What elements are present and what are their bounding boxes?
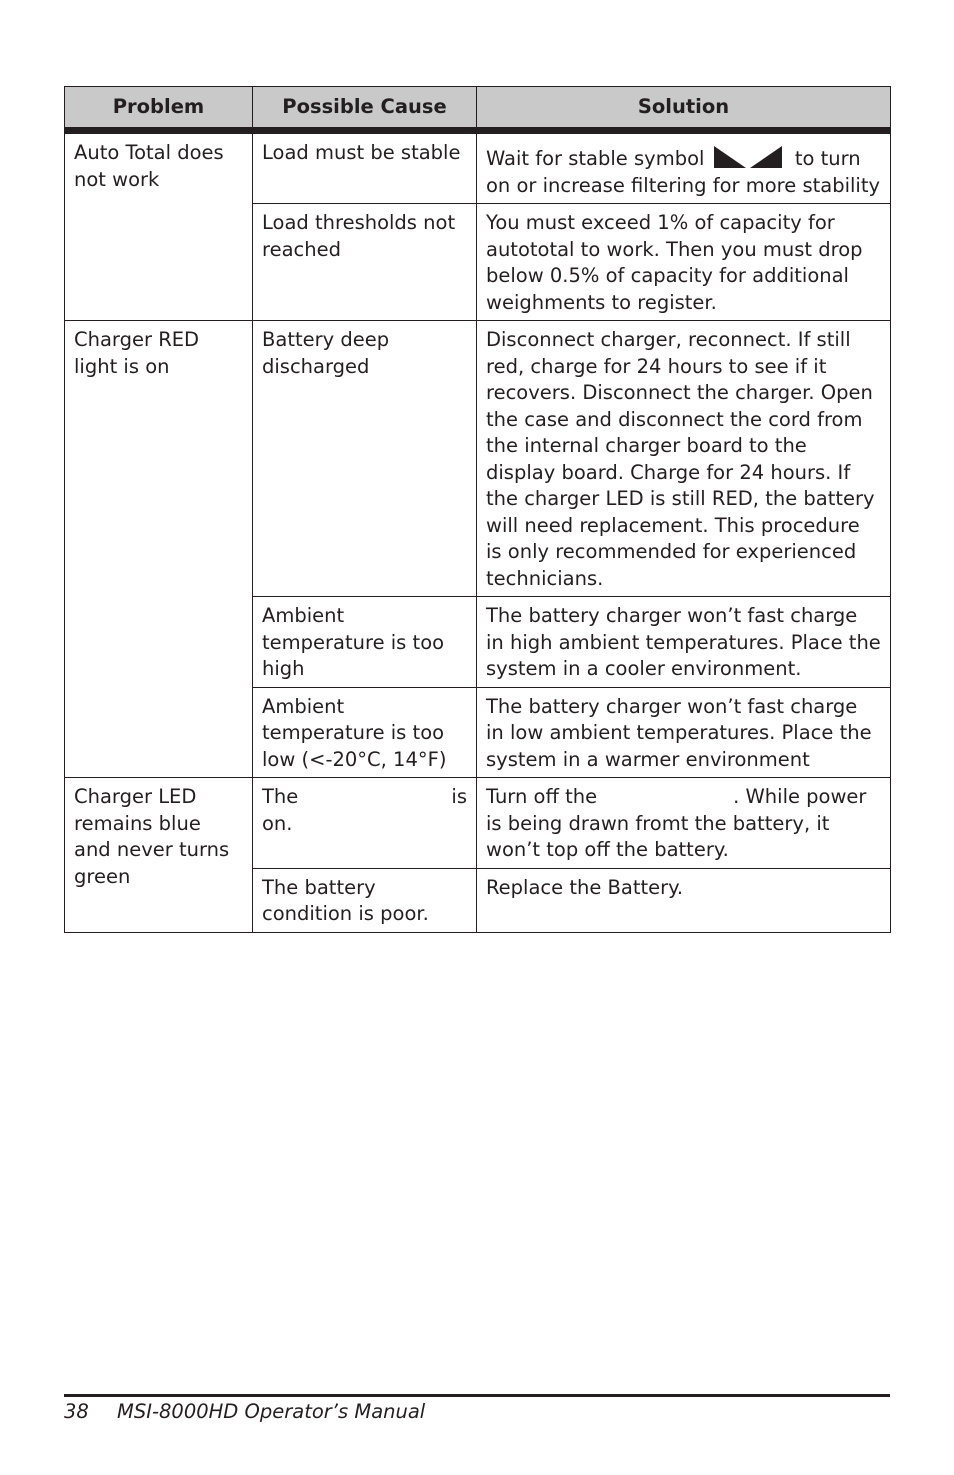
stable-symbol-icon — [714, 146, 786, 168]
problem-cell: Auto Total does not work — [65, 131, 253, 321]
solution-text: to turn on or increase filtering for more stability — [486, 147, 881, 197]
cause-cell — [253, 778, 477, 869]
header-possible-cause: Possible Cause — [253, 87, 477, 131]
troubleshooting-table — [64, 86, 891, 933]
page-number: 38 — [64, 1400, 89, 1423]
cause-text: on. — [262, 811, 293, 835]
solution-text: . While power is being drawn fromt the battery, it won’t top off the battery. — [486, 785, 867, 861]
table-row — [65, 321, 891, 597]
cause-text: The — [262, 785, 299, 808]
solution-text: Wait for stable symbol — [486, 147, 705, 170]
cause-cell: Ambient temperature is too low (<-20°C, 14°F) — [253, 687, 477, 778]
solution-cell: The battery charger won’t fast charge in high ambient temperatures. Place the system in a cooler environment. — [477, 597, 891, 688]
cause-cell: Load must be stable — [253, 131, 477, 204]
table-row — [65, 778, 891, 869]
solution-cell — [477, 778, 891, 869]
cause-cell: Load thresholds not reached — [253, 204, 477, 321]
solution-cell: The battery charger won’t fast charge in low ambient temperatures. Place the system in a warmer environment — [477, 687, 891, 778]
manual-title: MSI-8000HD Operator’s Manual — [117, 1400, 426, 1423]
solution-text: Turn off the — [486, 785, 598, 808]
solution-cell: You must exceed 1% of capacity for autototal to work. Then you must drop below 0.5% of capacity for additional weighments to register. — [477, 204, 891, 321]
solution-cell: Replace the Battery. — [477, 868, 891, 932]
cause-cell: Battery deep discharged — [253, 321, 477, 597]
table-row — [65, 131, 891, 204]
solution-cell: Disconnect charger, reconnect. If still red, charge for 24 hours to see if it recovers. Disconnect the charger. Open the case and disconnect the cord from the internal charger board to the display board. Charge for 24 hours. If the charger LED is still RED, the battery will need replacement. This procedure is only recommended for experienced technicians. — [477, 321, 891, 597]
cause-cell: Ambient temperature is too high — [253, 597, 477, 688]
footer-divider — [64, 1394, 890, 1397]
cause-cell: The battery condition is poor. — [253, 868, 477, 932]
table-header-row — [65, 87, 891, 131]
page-footer — [64, 1400, 425, 1423]
cause-text: is — [451, 785, 467, 808]
solution-cell — [477, 131, 891, 204]
problem-cell: Charger LED remains blue and never turns green — [65, 778, 253, 933]
problem-cell: Charger RED light is on — [65, 321, 253, 778]
header-problem: Problem — [65, 87, 253, 131]
header-solution: Solution — [477, 87, 891, 131]
